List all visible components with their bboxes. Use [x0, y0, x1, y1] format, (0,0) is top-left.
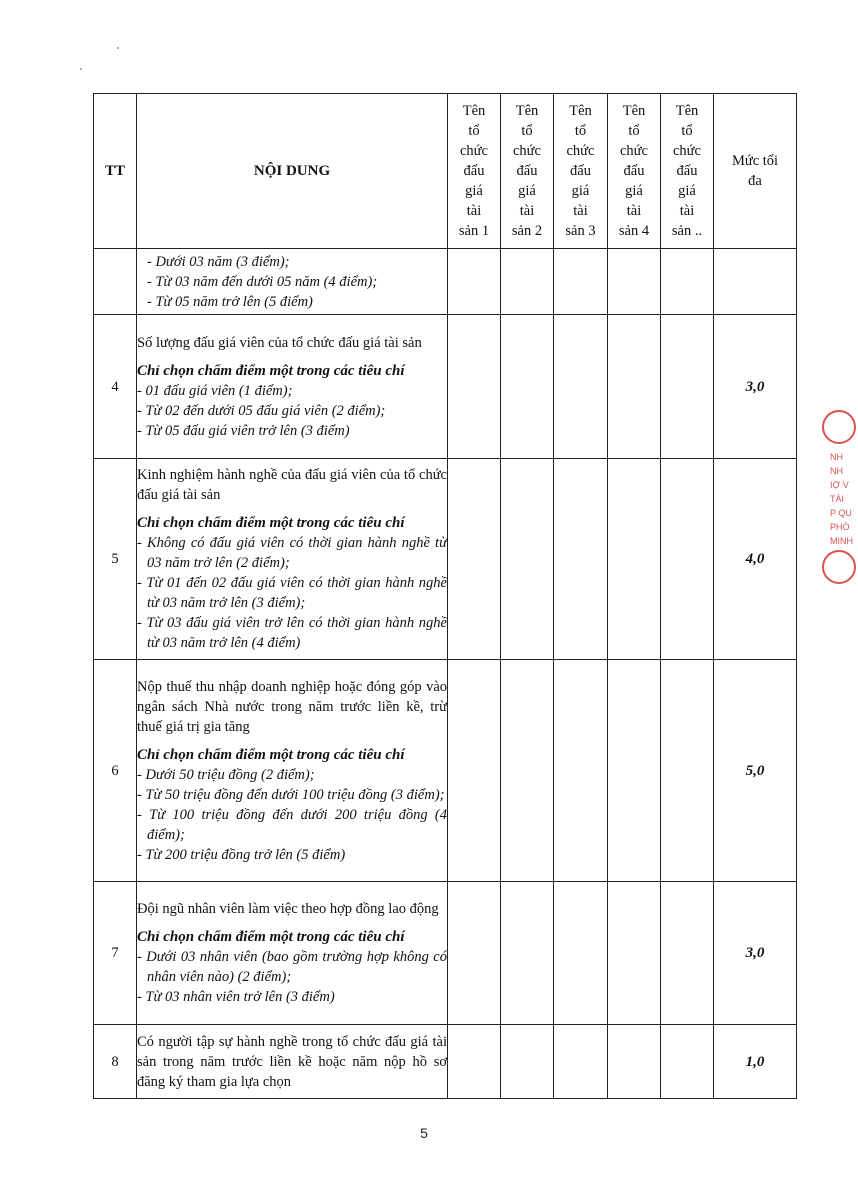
option-text: - Không có đấu giá viên có thời gian hành nghề từ 03 năm trở lên (2 điểm); [137, 535, 447, 571]
score-cell[interactable] [554, 1025, 608, 1099]
score-cell[interactable] [554, 660, 608, 882]
header-org-word: Tên [462, 103, 486, 119]
stamp-line: PHÒ [830, 522, 850, 532]
header-org-word: tài [573, 203, 588, 219]
header-org-word: chức [460, 143, 488, 159]
red-stamp [818, 410, 858, 585]
max-score: 5,0 [714, 660, 797, 882]
header-org-2 [501, 94, 554, 249]
header-org-word: chức [513, 143, 541, 159]
header-org-word: giá [678, 183, 696, 199]
header-org-word: giá [571, 183, 590, 199]
score-cell[interactable] [661, 315, 714, 459]
row-number: 7 [94, 882, 137, 1025]
option-text: - Từ 03 nhân viên trở lên (3 điểm) [137, 989, 335, 1005]
header-org-label: sản 2 [511, 223, 543, 239]
option-text: - 01 đấu giá viên (1 điểm); [137, 382, 293, 399]
score-cell[interactable] [448, 882, 501, 1025]
stamp-line: P QU [830, 508, 852, 518]
header-org-5 [661, 94, 714, 249]
criterion-content [137, 1025, 448, 1099]
score-cell[interactable] [661, 660, 714, 882]
option-text: - Từ 200 triệu đồng trở lên (5 điểm) [137, 846, 346, 863]
stamp-line: IỢ V [830, 480, 849, 490]
criterion-instruction: Chỉ chọn chấm điểm một trong các tiêu chí [137, 746, 405, 763]
criterion-content [137, 882, 448, 1025]
row-number: 5 [94, 459, 137, 660]
option-text: - Từ 100 triệu đồng đến dưới 200 triệu đồng (4 điểm); [137, 806, 447, 843]
stamp-arc [822, 410, 856, 444]
criterion-title: Số lượng đấu giá viên của tổ chức đấu giá tài sản [137, 334, 422, 351]
score-cell[interactable] [608, 315, 661, 459]
header-org-word: tổ [574, 123, 587, 139]
option-text: - Từ 05 năm trở lên (5 điểm) [147, 293, 313, 310]
score-cell[interactable] [661, 249, 714, 315]
stamp-line: TÀI [830, 494, 845, 504]
criterion-title: Kinh nghiệm hành nghề của đấu giá viên của tổ chức đấu giá tài sản [137, 467, 447, 503]
row-number: 6 [94, 660, 137, 882]
header-org-word: tài [626, 203, 642, 219]
row-number: 4 [94, 315, 137, 459]
score-cell[interactable] [448, 249, 501, 315]
option-text: - Từ 05 đấu giá viên trở lên (3 điểm) [137, 422, 350, 439]
continuation-row [94, 249, 797, 315]
header-max-line1: Mức tối [731, 153, 779, 169]
header-org-4 [608, 94, 661, 249]
option-text: - Dưới 03 nhân viên (bao gồm trường hợp không có nhân viên nào) (2 điểm); [137, 949, 447, 985]
score-cell[interactable] [501, 249, 554, 315]
criterion-content [137, 660, 448, 882]
header-org-label: sản 3 [565, 223, 596, 239]
scoring-table [93, 93, 797, 1099]
header-org-word: đấu [570, 163, 591, 179]
score-cell[interactable] [608, 459, 661, 660]
header-org-word: tài [519, 203, 535, 219]
header-org-word: tổ [628, 123, 640, 139]
score-cell[interactable] [448, 1025, 501, 1099]
max-score: 4,0 [714, 459, 797, 660]
row-number [94, 249, 137, 315]
header-max-line2: đa [748, 173, 762, 189]
score-cell[interactable] [501, 459, 554, 660]
max-score: 1,0 [714, 1025, 797, 1099]
header-org-word: đấu [516, 163, 538, 179]
header-max-score [714, 94, 797, 249]
row-number: 8 [94, 1025, 137, 1099]
header-org-1 [448, 94, 501, 249]
score-cell[interactable] [554, 882, 608, 1025]
header-tt: TT [94, 94, 137, 249]
option-text: - Từ 50 triệu đồng đến dưới 100 triệu đồng (3 điểm); [137, 786, 445, 803]
header-org-word: đấu [463, 163, 485, 179]
header-org-word: giá [465, 183, 483, 199]
option-text: - Dưới 50 triệu đồng (2 điểm); [137, 766, 315, 783]
header-org-word: đấu [623, 163, 645, 179]
header-org-word: Tên [569, 103, 592, 119]
score-cell[interactable] [608, 660, 661, 882]
option-text: - Từ 01 đến 02 đấu giá viên có thời gian hành nghề từ 03 năm trở lên (3 điểm); [137, 575, 447, 611]
header-org-word: Tên [622, 103, 646, 119]
scan-speck [117, 47, 119, 49]
option-text: - Từ 03 năm đến dưới 05 năm (4 điểm); [147, 273, 378, 290]
header-org-word: tài [466, 203, 482, 219]
criterion-row-4 [94, 315, 797, 459]
header-noi-dung: NỘI DUNG [137, 94, 448, 249]
stamp-line: NH [830, 466, 843, 476]
score-cell[interactable] [608, 1025, 661, 1099]
criterion-instruction: Chỉ chọn chấm điểm một trong các tiêu chí [137, 929, 405, 945]
header-org-word: chức [566, 143, 595, 159]
stamp-text [830, 450, 853, 548]
header-org-word: giá [518, 183, 536, 199]
score-cell[interactable] [501, 882, 554, 1025]
option-text: - Dưới 03 năm (3 điểm); [147, 253, 290, 270]
score-cell[interactable] [554, 459, 608, 660]
criterion-title: Đội ngũ nhân viên làm việc theo hợp đồng lao động [137, 901, 439, 917]
score-cell[interactable] [661, 882, 714, 1025]
header-row [94, 94, 797, 249]
header-org-label: sản 1 [458, 223, 490, 239]
criterion-row-7 [94, 882, 797, 1025]
header-org-word: Tên [515, 103, 539, 119]
criterion-title: Nộp thuế thu nhập doanh nghiệp hoặc đóng góp vào ngân sách Nhà nước trong năm trước liền kề, trừ thuế giá trị gia tăng [137, 678, 447, 735]
criterion-row-6 [94, 660, 797, 882]
score-cell[interactable] [501, 1025, 554, 1099]
criterion-content [137, 315, 448, 459]
score-cell[interactable] [608, 249, 661, 315]
header-org-word: chức [673, 143, 701, 159]
score-cell[interactable] [448, 315, 501, 459]
header-org-label: sản .. [671, 223, 703, 239]
header-org-word: chức [620, 143, 648, 159]
score-cell[interactable] [501, 315, 554, 459]
header-org-label: sản 4 [618, 223, 650, 239]
header-org-3 [554, 94, 608, 249]
criterion-row-5 [94, 459, 797, 660]
criterion-title: Có người tập sự hành nghề trong tổ chức đấu giá tài sản trong năm trước liền kề hoặc năm nộp hồ sơ đăng ký tham gia lựa chọn [137, 1033, 447, 1090]
page-number: 5 [420, 1125, 428, 1141]
criterion-instruction: Chỉ chọn chấm điểm một trong các tiêu chí [137, 362, 405, 379]
header-org-word: tổ [681, 123, 693, 139]
criterion-content [137, 459, 448, 660]
header-org-word: tổ [521, 123, 533, 139]
max-score-cell [714, 249, 797, 315]
option-text: - Từ 02 đến dưới 05 đấu giá viên (2 điểm); [137, 402, 386, 419]
header-org-word: Tên [675, 103, 699, 119]
header-org-word: tổ [468, 123, 480, 139]
score-cell[interactable] [554, 249, 608, 315]
header-org-word: tài [679, 203, 695, 219]
criterion-instruction: Chỉ chọn chấm điểm một trong các tiêu chí [137, 515, 405, 531]
header-org-word: đấu [676, 163, 698, 179]
stamp-line: NH [830, 452, 843, 462]
scan-speck [80, 68, 82, 70]
max-score: 3,0 [714, 315, 797, 459]
stamp-line: MINH [830, 536, 853, 546]
score-cell[interactable] [501, 660, 554, 882]
stamp-arc [822, 550, 856, 584]
option-text: - Từ 03 đấu giá viên trở lên có thời gian hành nghề từ 03 năm trở lên (4 điểm) [137, 615, 447, 651]
score-cell[interactable] [661, 1025, 714, 1099]
score-cell[interactable] [661, 459, 714, 660]
header-org-word: giá [625, 183, 643, 199]
score-cell[interactable] [448, 660, 501, 882]
score-cell[interactable] [448, 459, 501, 660]
continuation-content [137, 249, 448, 315]
criterion-row-8 [94, 1025, 797, 1099]
score-cell[interactable] [554, 315, 608, 459]
score-cell[interactable] [608, 882, 661, 1025]
max-score: 3,0 [714, 882, 797, 1025]
